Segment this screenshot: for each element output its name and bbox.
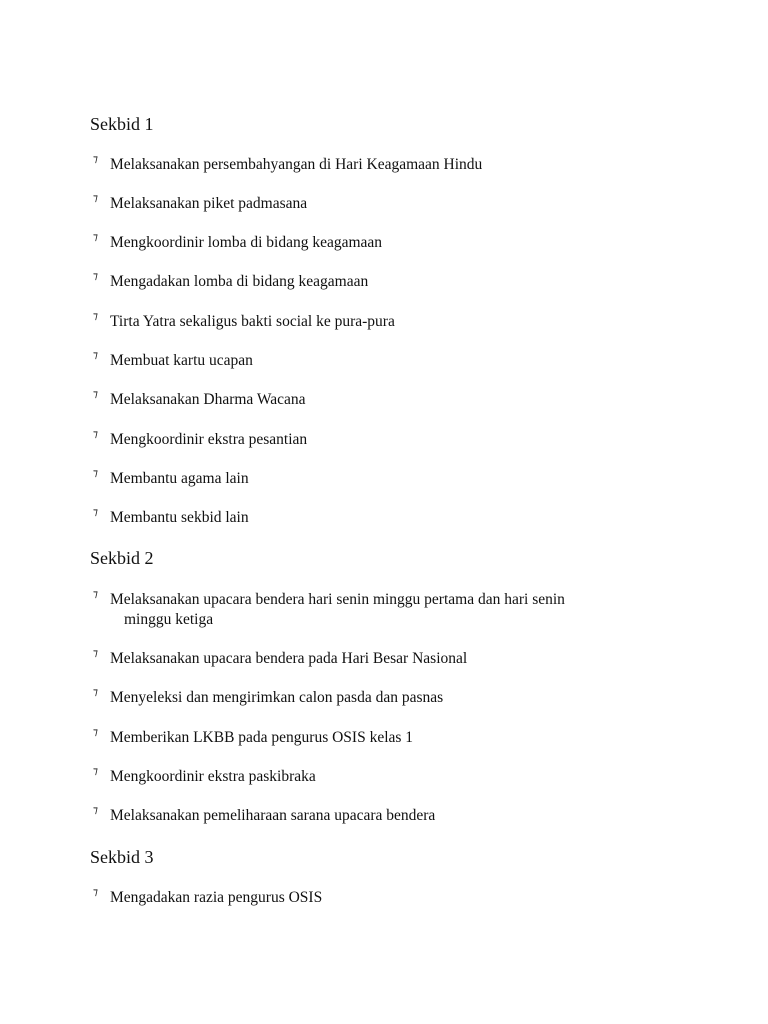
arrow-bullet-icon: ⁊ (93, 311, 98, 322)
list-item: ⁊ Melaksanakan pemeliharaan sarana upacara bendera (93, 805, 436, 824)
list-item: ⁊ Melaksanakan piket padmasana (93, 193, 308, 212)
section-heading: Sekbid 2 (90, 548, 154, 568)
arrow-bullet-icon: ⁊ (93, 766, 98, 777)
section-heading: Sekbid 3 (90, 847, 154, 867)
arrow-bullet-icon: ⁊ (93, 805, 98, 816)
list-item: ⁊ Membantu sekbid lain (93, 507, 249, 526)
list-item: ⁊ Melaksanakan Dharma Wacana (93, 389, 306, 408)
arrow-bullet-icon: ⁊ (93, 727, 98, 738)
list-item: ⁊ Melaksanakan upacara bendera pada Hari Besar Nasional (93, 648, 468, 667)
arrow-bullet-icon: ⁊ (93, 589, 98, 600)
list-item: ⁊ Melaksanakan upacara bendera hari senin minggu pertama dan hari senin minggu ketiga (93, 589, 565, 628)
arrow-bullet-icon: ⁊ (93, 232, 98, 243)
list-item: ⁊ Menyeleksi dan mengirimkan calon pasda dan pasnas (93, 687, 444, 706)
list-item: ⁊ Mengadakan razia pengurus OSIS (93, 887, 323, 906)
arrow-bullet-icon: ⁊ (93, 193, 98, 204)
section-heading: Sekbid 1 (90, 114, 154, 134)
list-item: ⁊ Melaksanakan persembahyangan di Hari Keagamaan Hindu (93, 154, 483, 173)
list-item: ⁊ Tirta Yatra sekaligus bakti social ke pura-pura (93, 311, 395, 330)
arrow-bullet-icon: ⁊ (93, 429, 98, 440)
arrow-bullet-icon: ⁊ (93, 507, 98, 518)
list-item: ⁊ Mengkoordinir ekstra pesantian (93, 429, 308, 448)
list-item: ⁊ Membuat kartu ucapan (93, 350, 253, 369)
list-item: ⁊ Membantu agama lain (93, 468, 249, 487)
list-item: ⁊ Mengkoordinir lomba di bidang keagamaan (93, 232, 383, 251)
list-item: ⁊ Mengkoordinir ekstra paskibraka (93, 766, 316, 785)
list-item: ⁊ Memberikan LKBB pada pengurus OSIS kelas 1 (93, 727, 414, 746)
arrow-bullet-icon: ⁊ (93, 154, 98, 165)
arrow-bullet-icon: ⁊ (93, 687, 98, 698)
arrow-bullet-icon: ⁊ (93, 648, 98, 659)
arrow-bullet-icon: ⁊ (93, 887, 98, 898)
arrow-bullet-icon: ⁊ (93, 350, 98, 361)
arrow-bullet-icon: ⁊ (93, 389, 98, 400)
arrow-bullet-icon: ⁊ (93, 468, 98, 479)
arrow-bullet-icon: ⁊ (93, 271, 98, 282)
list-item: ⁊ Mengadakan lomba di bidang keagamaan (93, 271, 369, 290)
